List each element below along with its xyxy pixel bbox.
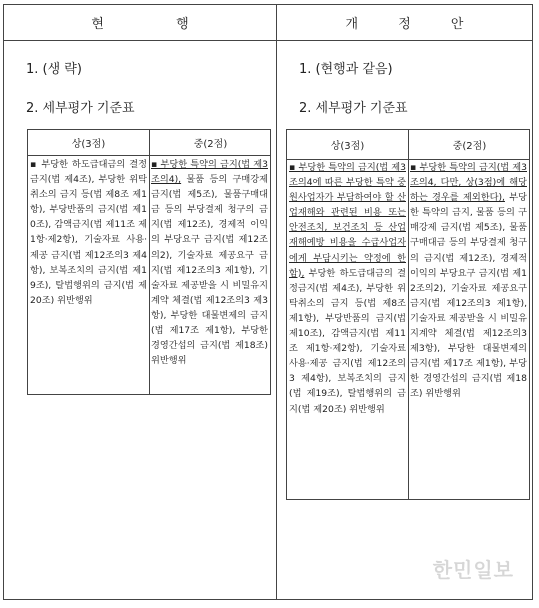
proposed-mid-cell (408, 160, 529, 498)
proposed-high-header: 상(3점) (330, 141, 365, 152)
current-mid-header: 중(2점) (149, 130, 271, 155)
watermark-logo: 한민일보 (432, 558, 514, 582)
current-mid-text: 물품 등의 구매강제 금지(법 제5조), 물품구매대금 등의 부당결제 청구의 금지(법 제12조), 경제적 이익의 부당요구 금지(법 제12조의2), 기술자료 제공요구 금지(법 제12조의3 제1항), 기술자료 제공받을 시 비밀유지계약 체결(법 제12조의3 제3항), 부당한 대물변제의 금지(법 제17조 제1항), 부당한 경영간섭의 금지(법 제18조) 위반행위 (151, 174, 268, 367)
current-column-title: 현 행 (4, 5, 276, 41)
proposed-high-text: 부당한 하도급대금의 결정금지(법 제4조), 부당한 위탁취소의 금지 등(법 제8조 제1항), 부당반품의 금지(법 제10조), 감액금지(법 제11조 제1항·제2항), 기술자료 사용·제공 금지(법 제12조의3 제4항), 보복조치의 금지(법 제19조), 탈법행위의 금지(법 제20조) 위반행위 (289, 267, 406, 415)
proposed-high-cell (287, 160, 408, 498)
proposed-column-title: 개 정 안 (277, 5, 532, 41)
current-high-cell (28, 157, 149, 393)
current-criteria-table (27, 129, 271, 395)
current-high-header: 상(3점) (71, 139, 106, 150)
proposed-mid-text: 부당한 특약의 금지, 물품 등의 구매강제 금지(법 제5조), 물품구매대금 등의 부당결제 청구의 금지(법 제12조), 경제적 이익의 부당요구 금지(법 제12조의2), 기술자료 제공요구 금지(법 제12조의3 제1항), 기술자료 제공받을 시 비밀유지계약 체결(법 제12조의3 제3항), 부당한 대물변제의 금지(법 제17조 제1항), 부당한 경영간섭의 금지(법 제18조) 위반행위 (410, 192, 527, 400)
current-item-2: 2. 세부평가 기준표 (26, 101, 135, 116)
current-high-text: ▪ 부당한 하도급대금의 결정금지(법 제4조), 부당한 위탁취소의 금지 등(법 제8조 제1항), 부당반품의 금지(법 제10조), 감액금지(법 제11조 제1항·제2항), 기술자료 사용·제공 금지(법 제12조의3 제4항), 보복조치의 금지(법 제19조), 탈법행위의 금지(법 제20조) 위반행위 (30, 159, 147, 306)
proposed-criteria-table (286, 129, 530, 500)
current-item-1: 1. (생 략) (26, 62, 82, 77)
comparison-table (3, 4, 533, 600)
current-mid-cell (149, 157, 270, 393)
proposed-mid-paragraph (410, 160, 527, 402)
proposed-item-2: 2. 세부평가 기준표 (299, 101, 408, 116)
current-column (4, 5, 276, 599)
proposed-item-1: 1. (현행과 같음) (299, 62, 393, 77)
current-mid-intro: ▪ 부당한 특약의 금지(법 제3조의4), (151, 159, 268, 186)
proposed-mid-underlined: ▪ 부당한 특약의 금지(법 제3조의4, 다만, 상(3점)에 해당하는 경우를 제외한다), (410, 162, 527, 204)
proposed-high-paragraph (289, 160, 406, 417)
proposed-column (276, 5, 532, 599)
current-mid-paragraph (151, 157, 268, 368)
proposed-mid-header: 중(2점) (408, 130, 530, 159)
proposed-high-underlined: ▪ 부당한 특약의 금지(법 제3조의4에 따른 부당한 특약 중 원사업자가 부담하여야 할 산업재해와 관련된 비용 또는 안전조치, 보건조치 등 산업재해예방 비용을 수급사업자에게 부담시키는 약정에 한함), (289, 162, 406, 279)
